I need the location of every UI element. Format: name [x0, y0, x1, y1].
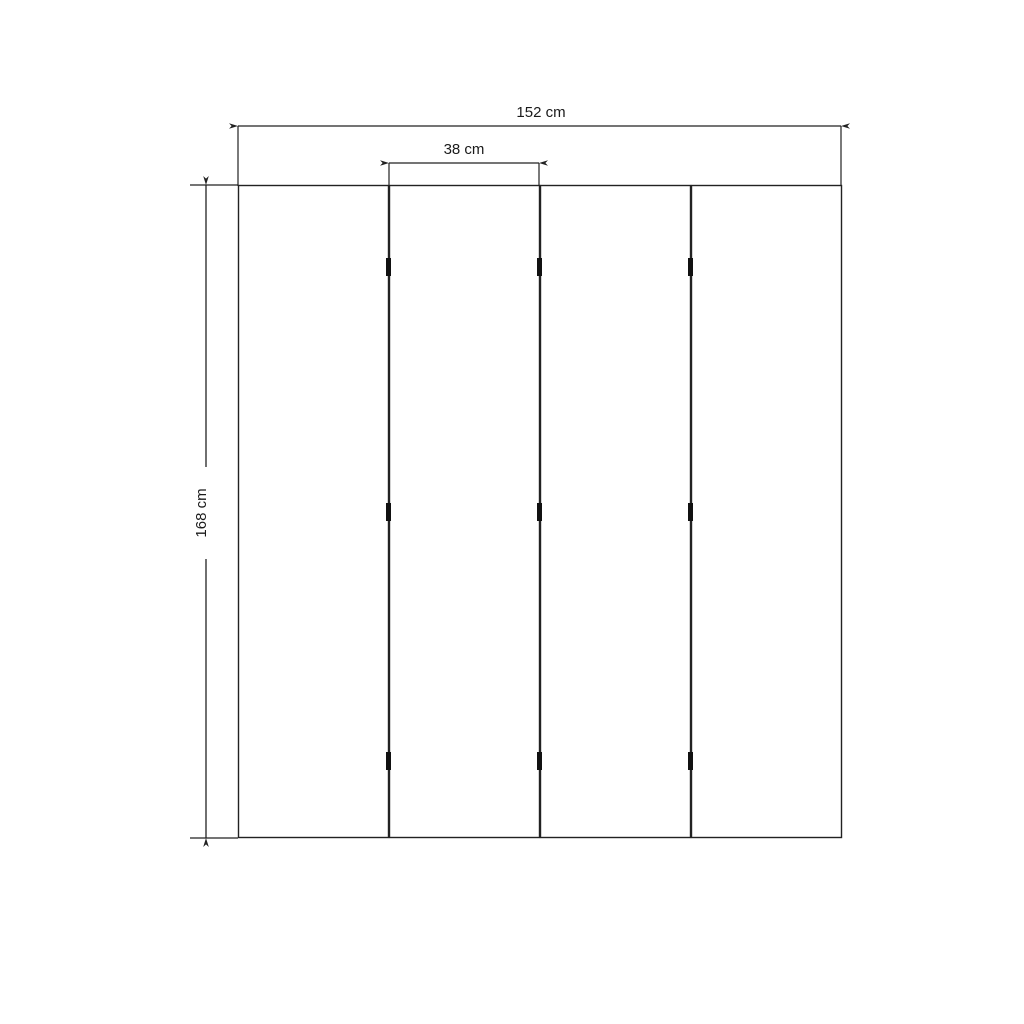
panel-1-outline [239, 186, 389, 838]
panel-2 [386, 186, 540, 838]
panel-4-outline [692, 186, 842, 838]
hinge-icon [537, 752, 542, 770]
panel-3-outline [541, 186, 691, 838]
hinge-icon [386, 258, 391, 276]
panel-4 [688, 186, 842, 838]
hinge-icon [386, 503, 391, 521]
overall-height-label: 168 cm [193, 488, 210, 538]
panel-width-label: 38 cm [443, 141, 485, 158]
hinge-icon [537, 258, 542, 276]
panel-3 [537, 186, 691, 838]
panel-2-outline [390, 186, 540, 838]
overall-height-dimension [190, 185, 238, 838]
overall-width-label: 152 cm [516, 104, 566, 121]
hinge-icon [688, 752, 693, 770]
hinge-icon [386, 752, 391, 770]
divider-panels [239, 186, 842, 838]
hinge-icon [688, 503, 693, 521]
panel-1 [239, 186, 389, 838]
panel-width-dimension [389, 139, 539, 186]
hinge-icon [688, 258, 693, 276]
hinge-icon [537, 503, 542, 521]
